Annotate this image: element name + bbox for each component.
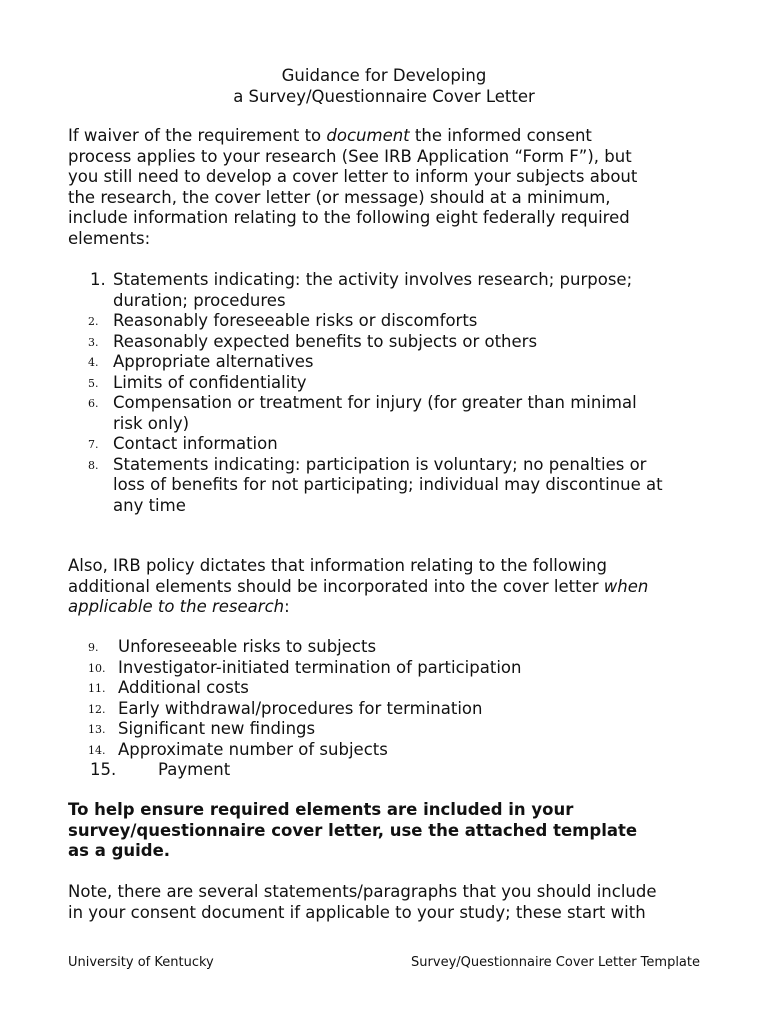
- list-number: 6.: [88, 397, 99, 410]
- list-item-text: risk only): [113, 413, 190, 433]
- list-number: 12.: [88, 702, 106, 716]
- list-number: 11.: [88, 682, 106, 695]
- list-item-text: Payment: [158, 760, 231, 779]
- footer-right: Survey/Questionnaire Cover Letter Template: [411, 955, 700, 970]
- paragraph-text: as a guide.: [68, 841, 171, 860]
- intro-text: the research, the cover letter (or message) should at a minimum,: [68, 187, 611, 207]
- list-item-text: Limits of confidentiality: [113, 372, 307, 392]
- list-item-text: Statements indicating: participation is voluntary; no penalties or: [113, 454, 647, 474]
- list-item-text: Contact information: [113, 434, 278, 453]
- list-number: 5.: [88, 376, 99, 390]
- intro-text: you still need to develop a cover letter to inform your subjects about: [68, 167, 638, 186]
- list-number: 2.: [88, 315, 99, 328]
- list-item-text: Additional costs: [118, 678, 249, 697]
- list-item: [68, 311, 718, 332]
- additional-elements-list: [68, 637, 718, 781]
- list-item: [68, 637, 718, 658]
- paragraph-text: :: [284, 597, 290, 616]
- paragraph-text: Also, IRB policy dictates that information relating to the following: [68, 556, 607, 575]
- footer-left: University of Kentucky: [68, 955, 214, 970]
- paragraph-emphasis: when: [603, 576, 649, 596]
- template-guidance-paragraph: [68, 800, 718, 862]
- paragraph-text: in your consent document if applicable to your study; these start with: [68, 902, 646, 922]
- paragraph-emphasis: applicable to the research: [68, 597, 285, 616]
- list-item: [68, 393, 718, 434]
- list-number: 4.: [88, 356, 99, 369]
- intro-text: process applies to your research (See IRB Application “Form F”), but: [68, 146, 632, 166]
- list-item-text: Compensation or treatment for injury (for greater than minimal: [113, 393, 637, 412]
- list-item: [68, 760, 718, 781]
- list-number: 8.: [88, 458, 99, 472]
- list-item-text: Significant new findings: [118, 719, 316, 738]
- list-number: 15.: [90, 760, 117, 779]
- list-number: 7.: [88, 438, 99, 451]
- list-item: [68, 699, 718, 720]
- list-item-text: Unforeseeable risks to subjects: [118, 637, 377, 656]
- list-item: [68, 658, 718, 679]
- required-elements-list: [68, 270, 718, 516]
- list-item: [68, 719, 718, 740]
- list-item-text: any time: [113, 495, 186, 515]
- list-item-text: loss of benefits for not participating; individual may discontinue at: [113, 475, 663, 494]
- title-line-1: Guidance for Developing: [281, 66, 487, 85]
- list-number: 1.: [90, 270, 106, 289]
- list-item-text: Statements indicating: the activity involves research; purpose;: [113, 270, 633, 289]
- list-item: [68, 678, 718, 699]
- paragraph-text: Note, there are several statements/paragraphs that you should include: [68, 882, 657, 901]
- list-number: 13.: [88, 723, 106, 736]
- list-item: [68, 740, 718, 761]
- list-item-text: Early withdrawal/procedures for termination: [118, 698, 483, 718]
- list-item-text: Investigator-initiated termination of participation: [118, 657, 522, 677]
- list-number: 10.: [88, 661, 106, 675]
- list-item: [68, 434, 718, 455]
- list-number: 9.: [88, 641, 99, 654]
- list-item: [68, 455, 718, 517]
- intro-text: If waiver of the requirement to: [68, 126, 327, 145]
- list-item-text: Reasonably expected benefits to subjects or others: [113, 331, 538, 351]
- list-item-text: Reasonably foreseeable risks or discomforts: [113, 311, 478, 330]
- list-number: 3.: [88, 335, 99, 349]
- additional-elements-paragraph: [68, 556, 718, 618]
- list-item: [68, 352, 718, 373]
- title-line-2: a Survey/Questionnaire Cover Letter: [233, 86, 535, 106]
- intro-text: include information relating to the following eight federally required: [68, 208, 630, 227]
- paragraph-text: survey/questionnaire cover letter, use the attached template: [68, 820, 638, 840]
- list-item-text: Approximate number of subjects: [118, 739, 388, 759]
- list-item-text: Appropriate alternatives: [113, 352, 314, 371]
- list-item: [68, 373, 718, 394]
- list-item-text: duration; procedures: [113, 290, 286, 310]
- intro-text: the informed consent: [409, 126, 592, 145]
- intro-emphasis: document: [326, 126, 410, 145]
- note-paragraph: [68, 882, 718, 923]
- list-number: 14.: [88, 743, 106, 757]
- intro-text: elements:: [68, 228, 151, 248]
- paragraph-text: To help ensure required elements are included in your: [68, 800, 574, 819]
- paragraph-text: additional elements should be incorporated into the cover letter: [68, 576, 604, 596]
- intro-paragraph: [68, 126, 718, 249]
- list-item: [68, 332, 718, 353]
- document-title: [0, 66, 768, 107]
- list-item: [68, 270, 718, 311]
